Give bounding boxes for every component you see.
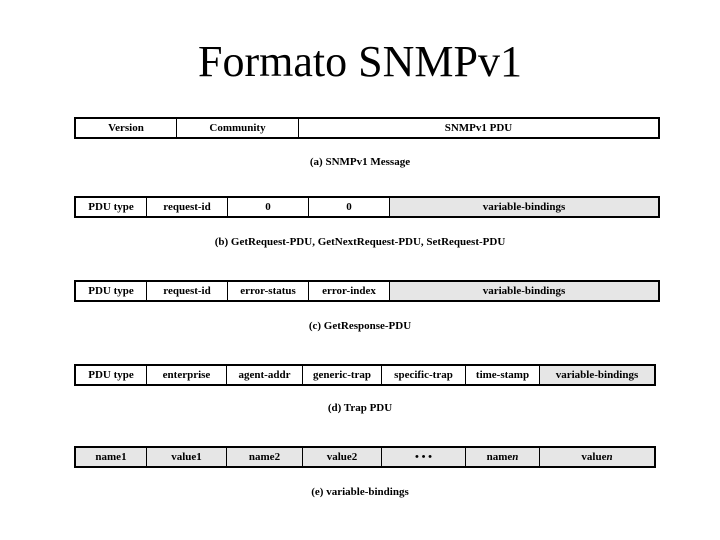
trap-pdu-row [74, 364, 656, 386]
ellipsis-icon: • • • [382, 448, 466, 466]
field-pdu-type: PDU type [76, 198, 147, 216]
field-value1: value1 [147, 448, 227, 466]
value-n-suffix: n [606, 450, 613, 463]
caption-d: (d) Trap PDU [327, 402, 393, 414]
caption-c: (c) GetResponse-PDU [308, 320, 412, 332]
field-name1: name1 [76, 448, 147, 466]
field-version: Version [76, 119, 177, 137]
field-name2: name2 [227, 448, 303, 466]
field-zero-1: 0 [228, 198, 309, 216]
field-error-index: error-index [309, 282, 390, 300]
getresponse-pdu-row [74, 280, 660, 302]
field-error-status: error-status [228, 282, 309, 300]
field-snmpv1-pdu: SNMPv1 PDU [444, 121, 513, 134]
caption-b: (b) GetRequest-PDU, GetNextRequest-PDU, SetRequest-PDU [214, 236, 506, 248]
caption-a: (a) SNMPv1 Message [309, 156, 411, 168]
name-n-suffix: n [512, 450, 519, 463]
caption-e: (e) variable-bindings [311, 486, 409, 498]
value-n-label: value [581, 450, 607, 463]
field-name-n [466, 448, 540, 466]
field-pdu-type: PDU type [76, 282, 147, 300]
variable-bindings-row [74, 446, 656, 468]
getrequest-pdu-row [74, 196, 660, 218]
field-enterprise: enterprise [147, 366, 227, 384]
field-request-id: request-id [147, 282, 228, 300]
field-variable-bindings: variable-bindings [540, 366, 654, 384]
field-specific-trap: specific-trap [382, 366, 466, 384]
field-value-n [540, 448, 654, 466]
field-value2: value2 [303, 448, 382, 466]
field-variable-bindings: variable-bindings [390, 282, 658, 300]
field-zero-2: 0 [309, 198, 390, 216]
name-n-label: name [486, 450, 513, 463]
field-community: Community [177, 119, 299, 137]
field-variable-bindings: variable-bindings [390, 198, 658, 216]
snmpv1-message-row [74, 117, 660, 139]
field-agent-addr: agent-addr [227, 366, 303, 384]
field-time-stamp: time-stamp [466, 366, 540, 384]
slide-title: Formato SNMPv1 [198, 37, 522, 86]
field-generic-trap: generic-trap [303, 366, 382, 384]
field-pdu-type: PDU type [76, 366, 147, 384]
field-request-id: request-id [147, 198, 228, 216]
